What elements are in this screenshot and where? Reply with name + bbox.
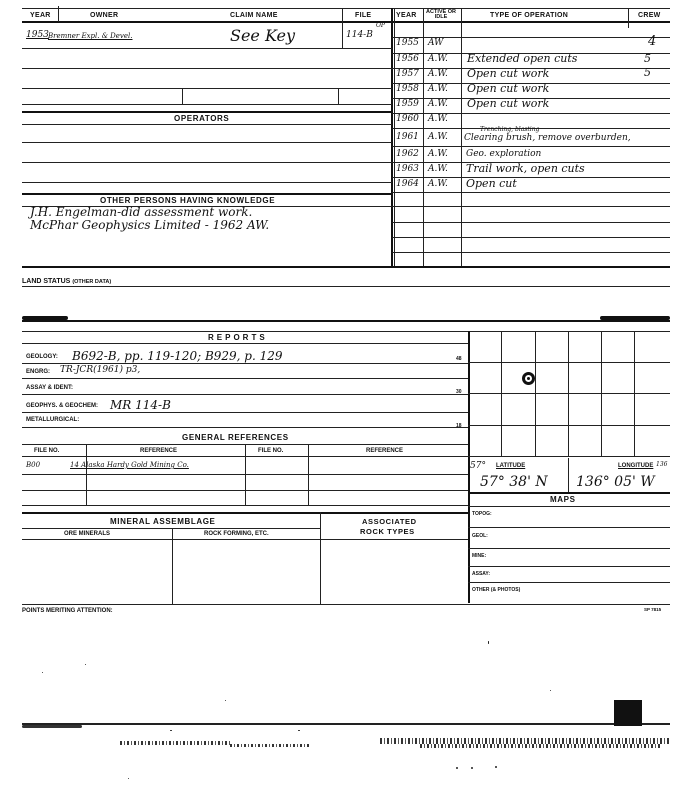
op-type: Clearing brush, remove overburden, bbox=[464, 133, 631, 143]
col-file-no-2: FILE NO. bbox=[258, 448, 284, 454]
claim-name: See Key bbox=[230, 26, 296, 45]
header-year: YEAR bbox=[30, 12, 51, 19]
geology-value: B692-B, pp. 119-120; B929, p. 129 bbox=[72, 349, 283, 363]
header-crew: CREW bbox=[638, 12, 661, 19]
op-year: 1964 bbox=[396, 179, 419, 189]
reference-text: 14 Alaska Hardy Gold Mining Co. bbox=[70, 461, 189, 469]
geology-label: GEOLOGY: bbox=[26, 354, 58, 360]
op-year: 1959 bbox=[396, 99, 419, 109]
col-reference: REFERENCE bbox=[140, 448, 178, 454]
op-status: A.W. bbox=[428, 99, 448, 109]
op-status: A.W. bbox=[428, 132, 448, 142]
margin-18: 18 bbox=[456, 423, 462, 429]
op-status: A.W. bbox=[428, 69, 448, 79]
op-type: Open cut work bbox=[467, 67, 550, 80]
op-crew: 4 bbox=[648, 34, 657, 49]
op-year: 1962 bbox=[396, 149, 419, 159]
op-status: AW bbox=[428, 38, 444, 48]
op-status: A.W. bbox=[428, 179, 448, 189]
geophys-value: MR 114-B bbox=[110, 398, 171, 412]
op-year: 1955 bbox=[396, 38, 419, 48]
op-year: 1958 bbox=[396, 84, 419, 94]
op-crew: 5 bbox=[644, 66, 651, 79]
form-number: SP 7815 bbox=[644, 607, 662, 612]
op-status: A.W. bbox=[428, 149, 448, 159]
operators-title: OPERATORS bbox=[174, 114, 230, 123]
maps-mine: MINE: bbox=[472, 553, 487, 559]
header-year-ops: YEAR bbox=[396, 12, 417, 19]
op-type: Trail work, open cuts bbox=[466, 162, 585, 175]
op-type: Extended open cuts bbox=[467, 52, 578, 65]
claim-year: 1953 bbox=[26, 30, 49, 40]
op-status: A.W. bbox=[428, 164, 448, 174]
claim-file: 114-B bbox=[346, 30, 373, 40]
longitude-label: LONGITUDE bbox=[618, 463, 654, 469]
rock-forming-label: ROCK FORMING, ETC. bbox=[204, 531, 269, 537]
op-type: Open cut work bbox=[467, 97, 550, 110]
header-file: FILE bbox=[355, 12, 372, 19]
op-status: A.W. bbox=[428, 114, 448, 124]
op-type: Open cut bbox=[466, 177, 517, 190]
op-year: 1963 bbox=[396, 164, 419, 174]
margin-48: 48 bbox=[456, 356, 462, 362]
longitude-value: 136° 05' W bbox=[576, 474, 655, 490]
reference-file-no: B00 bbox=[26, 461, 41, 469]
latitude-value: 57° 38' N bbox=[480, 474, 548, 490]
engrg-value: TR-JCR(1961) p3, bbox=[60, 365, 141, 375]
col-file-no: FILE NO. bbox=[34, 448, 60, 454]
op-year: 1961 bbox=[396, 132, 419, 142]
reports-title: REPORTS bbox=[208, 333, 268, 342]
latitude-prefix: 57° bbox=[470, 461, 486, 471]
op-year: 1960 bbox=[396, 114, 419, 124]
associated-title: ASSOCIATED bbox=[362, 517, 417, 526]
maps-topog: TOPOG: bbox=[472, 511, 492, 517]
other-persons-line-1: J.H. Engelman-did assessment work. bbox=[30, 205, 253, 219]
margin-30: 30 bbox=[456, 389, 462, 395]
metallurgical-label: METALLURGICAL: bbox=[26, 417, 80, 423]
general-references-title: GENERAL REFERENCES bbox=[182, 433, 289, 442]
maps-other: OTHER (& PHOTOS) bbox=[472, 587, 521, 593]
header-claim-name: CLAIM NAME bbox=[230, 12, 278, 19]
claim-file-top: OP bbox=[376, 22, 385, 29]
header-active-or-idle: ACTIVE OR IDLE bbox=[426, 9, 456, 20]
other-persons-line-2: McPhar Geophysics Limited - 1962 AW. bbox=[30, 218, 270, 232]
ore-minerals-label: ORE MINERALS bbox=[64, 531, 111, 537]
op-type: Open cut work bbox=[467, 82, 550, 95]
land-status-label: LAND STATUS (OTHER DATA) bbox=[22, 278, 112, 285]
op-status: A.W. bbox=[428, 84, 448, 94]
header-type-of-operation: TYPE OF OPERATION bbox=[490, 12, 569, 19]
engrg-label: ENGRG: bbox=[26, 369, 50, 375]
maps-title: MAPS bbox=[550, 495, 576, 504]
op-year: 1957 bbox=[396, 69, 419, 79]
col-reference-2: REFERENCE bbox=[366, 448, 404, 454]
maps-geol: GEOL: bbox=[472, 533, 488, 539]
mineral-assemblage-title: MINERAL ASSEMBLAGE bbox=[110, 517, 216, 526]
op-type: Geo. exploration bbox=[466, 149, 542, 159]
latitude-label: LATITUDE bbox=[496, 463, 526, 469]
op-type-top: Trenching, blasting bbox=[480, 126, 540, 133]
op-status: A.W. bbox=[428, 54, 448, 64]
claim-owner: Bremner Expl. & Devel. bbox=[48, 32, 133, 40]
other-persons-title: OTHER PERSONS HAVING KNOWLEDGE bbox=[100, 196, 276, 205]
points-meriting-label: POINTS MERITING ATTENTION: bbox=[22, 608, 113, 614]
geophys-label: GEOPHYS. & GEOCHEM: bbox=[26, 403, 99, 409]
rock-types-title: ROCK TYPES bbox=[360, 527, 415, 536]
assay-label: ASSAY & IDENT: bbox=[26, 385, 74, 391]
op-crew: 5 bbox=[644, 52, 651, 65]
longitude-suffix: 136 bbox=[656, 461, 668, 468]
header-owner: OWNER bbox=[90, 12, 119, 19]
maps-assay: ASSAY: bbox=[472, 571, 491, 577]
op-year: 1956 bbox=[396, 54, 419, 64]
